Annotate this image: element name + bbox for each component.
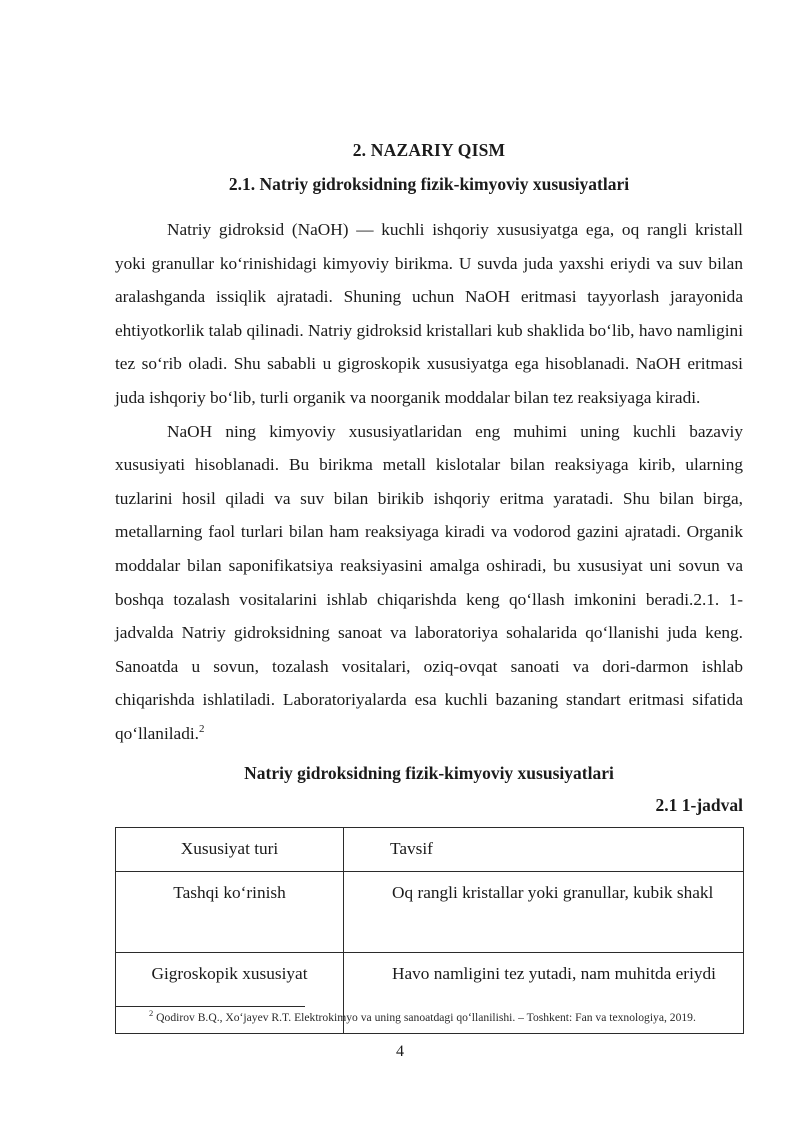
footnote-block (115, 1006, 743, 1026)
properties-table-wrapper (115, 815, 743, 1035)
page-content (115, 0, 743, 1034)
footnote-reference-marker: 2 (199, 723, 205, 736)
body-paragraph-2 (115, 415, 743, 751)
section-heading: 2.1. Natriy gidroksidning fizik-kimyoviy xususiyatlari (228, 173, 630, 194)
footnote-marker: 2 (149, 1008, 154, 1019)
table-cell-property: Tashqi ko‘rinish (116, 872, 344, 953)
table-title: Natriy gidroksidning fizik-kimyoviy xususiyatlari (244, 762, 614, 783)
table-cell-property: Gigroskopik xususiyat (116, 953, 344, 1034)
table-row (116, 872, 744, 953)
table-head (116, 827, 744, 872)
table-cell-description: Oq rangli kristallar yoki granullar, kubik shakl (344, 872, 744, 953)
footnote-separator-rule (115, 1006, 305, 1007)
table-header-row (116, 827, 744, 872)
footnote-citation: Qodirov B.Q., Xo‘jayev R.T. Elektrokimyo va uning sanoatdagi qo‘llanilishi. – Toshkent: Fan va texnologiya, 2019. (153, 1011, 696, 1024)
body-paragraph-1: Natriy gidroksid (NaOH) — kuchli ishqoriy xususiyatga ega, oq rangli kristall yoki granullar ko‘rinishidagi kimyoviy birikma. U suvda juda yaxshi eriydi va suv bilan aralashganda issiqlik ajratadi. Shuning uchun NaOH eritmasi tayyorlash jarayonida ehtiyotkorlik talab qilinadi. Natriy gidroksid kristallari kub shaklida bo‘lib, havo namligini tez so‘rib oladi. Shu sababli u gigroskopik xususiyatga ega hisoblanadi. NaOH eritmasi juda ishqoriy bo‘lib, turli organik va noorganik moddalar bilan tez reaksiyaga kiradi. (115, 220, 743, 407)
page-number: 4 (396, 1043, 404, 1060)
table-caption: 2.1 1-jadval (655, 794, 743, 815)
table-header-description: Tavsif (344, 827, 744, 872)
properties-table (115, 827, 744, 1035)
body-paragraph-2-text: NaOH ning kimyoviy xususiyatlaridan eng muhimi uning kuchli bazaviy xususiyati hisoblanadi. Bu birikma metall kislotalar bilan reaksiyaga kirib, ularning tuzlarini hosil qiladi va suv bilan birikib ishqoriy eritma yaratadi. Shu bilan birga, metallarning faol turlari bilan ham reaksiyaga kiradi va vodorod gazini ajratadi. Organik moddalar bilan saponifikatsiya reaksiyasini amalga oshiradi, bu xususiyat uni sovun va boshqa tozalash vositalarini ishlab chiqarishda keng qo‘llash imkonini beradi.2.1. 1-jadvalda Natriy gidroksidning sanoat va laboratoriya sohalarida qo‘llanishi juda keng. Sanoatda u sovun, tozalash vositalari, oziq-ovqat sanoati va dori-darmon ishlab chiqarishda ishlatiladi. Laboratoriyalarda esa kuchli bazaning standart eritmasi sifatida qo‘llaniladi. (115, 421, 743, 743)
chapter-heading: 2. NAZARIY QISM (352, 140, 506, 160)
table-header-property: Xususiyat turi (116, 827, 344, 872)
footnote-text (115, 1010, 743, 1026)
table-cell-description: Havo namligini tez yutadi, nam muhitda eriydi (344, 953, 744, 1034)
